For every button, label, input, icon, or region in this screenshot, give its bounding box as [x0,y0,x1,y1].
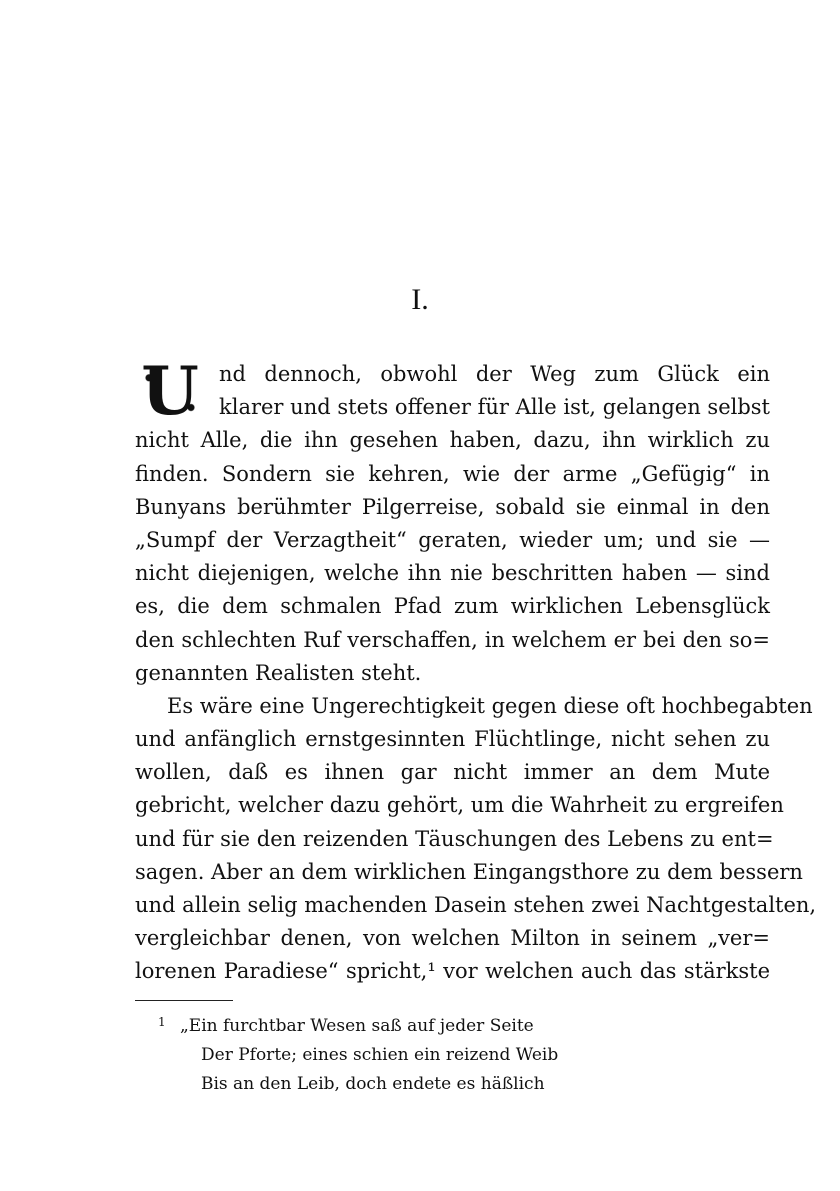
drop-cap: U [135,358,205,424]
chapter-number: I. [411,283,429,316]
text-line: den schlechten Ruf verschaffen, in welchem er bei den so= [135,627,770,652]
footnote-rule [135,1000,233,1001]
text-line: vergleichbar denen, von welchen Milton in seinem „ver= [135,926,770,951]
paragraph-1 [135,358,770,690]
text-line: nd dennoch, obwohl der Weg zum Glück ein [219,362,770,386]
text-line: lorenen Paradiese“ spricht,¹ vor welchen auch das stärkste [135,959,770,984]
text-line: Bunyans berühmter Pilgerreise, sobald sie einmal in den [135,494,770,519]
footnote-line: Bis an den Leib, doch endete es häßlich [201,1074,545,1094]
paragraph-2 [135,690,817,989]
text-line: Es wäre eine Ungerechtigkeit gegen diese oft hochbegabten [167,693,813,718]
footnote-text: „Ein furchtbar Wesen saß auf jeder Seite [180,1016,534,1036]
text-line: und allein selig machenden Dasein stehen zwei Nachtgestalten, [135,893,817,917]
text-line: finden. Sondern sie kehren, wie der arme „Gefügig“ in [135,461,770,486]
body-text [135,358,817,989]
text-line: und für sie den reizenden Täuschungen des Lebens zu ent= [135,826,774,851]
text-line: genannten Realisten steht. [135,660,422,685]
footnote-line [158,1012,740,1041]
footnote-line: Der Pforte; eines schien ein reizend Weib [201,1045,559,1065]
text-line: es, die dem schmalen Pfad zum wirklichen Lebensglück [135,594,770,619]
text-line: wollen, daß es ihnen gar nicht immer an dem Mute [135,760,770,785]
text-line: nicht Alle, die ihn gesehen haben, dazu, ihn wirklich zu [135,428,770,453]
text-line: gebricht, welcher dazu gehört, um die Wahrheit zu ergreifen [135,793,784,818]
footnote-marker: 1 [158,1015,166,1029]
text-line: klarer und stets offener für Alle ist, gelangen selbst [219,395,770,420]
text-line: „Sumpf der Verzagtheit“ geraten, wieder um; und sie — [135,527,770,552]
text-line: und anfänglich ernstgesinnten Flüchtlinge, nicht sehen zu [135,727,770,752]
footnotes [158,1012,740,1099]
text-line: sagen. Aber an dem wirklichen Eingangsthore zu dem bessern [135,859,803,884]
text-line: nicht diejenigen, welche ihn nie beschritten haben — sind [135,561,770,586]
